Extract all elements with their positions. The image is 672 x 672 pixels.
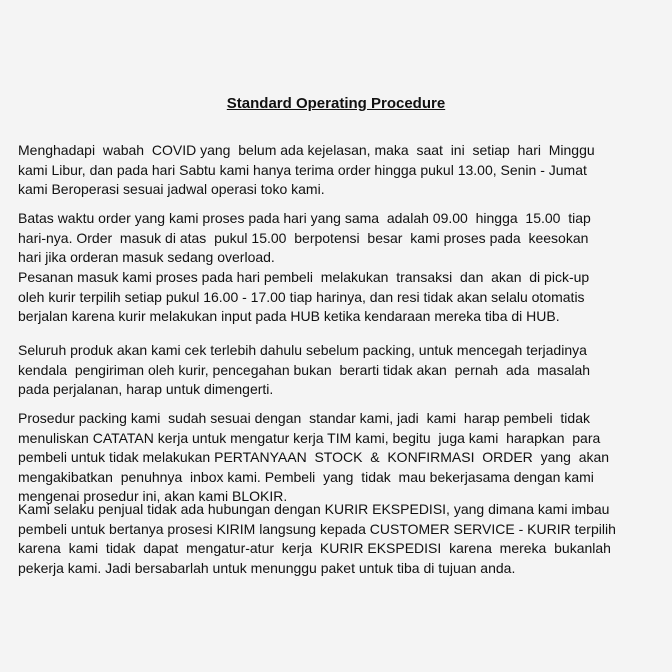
- paragraph-covid-schedule: [18, 141, 658, 200]
- text-line: karena kami tidak dapat mengatur-atur kerja KURIR EKSPEDISI karena mereka bukanlah: [18, 540, 611, 556]
- paragraph-order-cutoff: [18, 209, 658, 268]
- text-line: Batas waktu order yang kami proses pada hari yang sama adalah 09.00 hingga 15.00 tiap: [18, 210, 591, 226]
- text-line: Prosedur packing kami sudah sesuai dengan standar kami, jadi kami harap pembeli tidak: [18, 410, 590, 426]
- text-line: pembeli untuk tidak melakukan PERTANYAAN STOCK & KONFIRMASI ORDER yang akan: [18, 449, 610, 465]
- text-line: pada perjalanan, harap untuk dimengerti.: [18, 381, 274, 397]
- paragraph-pickup: [18, 268, 658, 327]
- text-line: oleh kurir terpilih setiap pukul 16.00 - 17.00 tiap harinya, dan resi tidak akan selalu otomatis: [18, 288, 585, 305]
- text-line: berjalan karena kurir melakukan input pada HUB ketika kendaraan mereka tiba di HUB.: [18, 308, 560, 324]
- text-line: Menghadapi wabah COVID yang belum ada kejelasan, maka saat ini setiap hari Minggu: [18, 142, 595, 158]
- paragraph-courier-disclaimer: [18, 500, 658, 578]
- text-line: kami Beroperasi sesuai jadwal operasi toko kami.: [18, 181, 325, 197]
- text-line: Seluruh produk akan kami cek terlebih dahulu sebelum packing, untuk mencegah terjadinya: [18, 342, 587, 358]
- text-line: kendala pengiriman oleh kurir, pencegahan bukan berarti tidak akan pernah ada masalah: [18, 361, 591, 378]
- document-title: Standard Operating Procedure: [226, 95, 446, 112]
- text-line: Pesanan masuk kami proses pada hari pembeli melakukan transaksi dan akan di pick-up: [18, 269, 590, 285]
- paragraph-packing-check: [18, 341, 658, 400]
- text-line: hari-nya. Order masuk di atas pukul 15.00 berpotensi besar kami proses pada keesokan: [18, 229, 589, 246]
- text-line: pekerja kami. Jadi bersabarlah untuk menunggu paket untuk tiba di tujuan anda.: [18, 559, 516, 576]
- text-line: mengakibatkan penuhnya inbox kami. Pembeli yang tidak mau bekerjasama dengan kami: [18, 468, 594, 485]
- text-line: Kami selaku penjual tidak ada hubungan dengan KURIR EKSPEDISI, yang dimana kami imbau: [18, 501, 610, 517]
- text-line: mengenai prosedur ini, akan kami BLOKIR.: [18, 488, 288, 504]
- text-line: hari jika orderan masuk sedang overload.: [18, 249, 275, 265]
- text-line: menuliskan CATATAN kerja untuk mengatur kerja TIM kami, begitu juga kami harapkan para: [18, 429, 601, 446]
- paragraph-packing-procedure: [18, 409, 658, 507]
- text-line: pembeli untuk bertanya prosesi KIRIM langsung kepada CUSTOMER SERVICE - KURIR terpilih: [18, 520, 616, 537]
- text-line: kami Libur, dan pada hari Sabtu kami hanya terima order hingga pukul 13.00, Senin - Jumat: [18, 161, 587, 178]
